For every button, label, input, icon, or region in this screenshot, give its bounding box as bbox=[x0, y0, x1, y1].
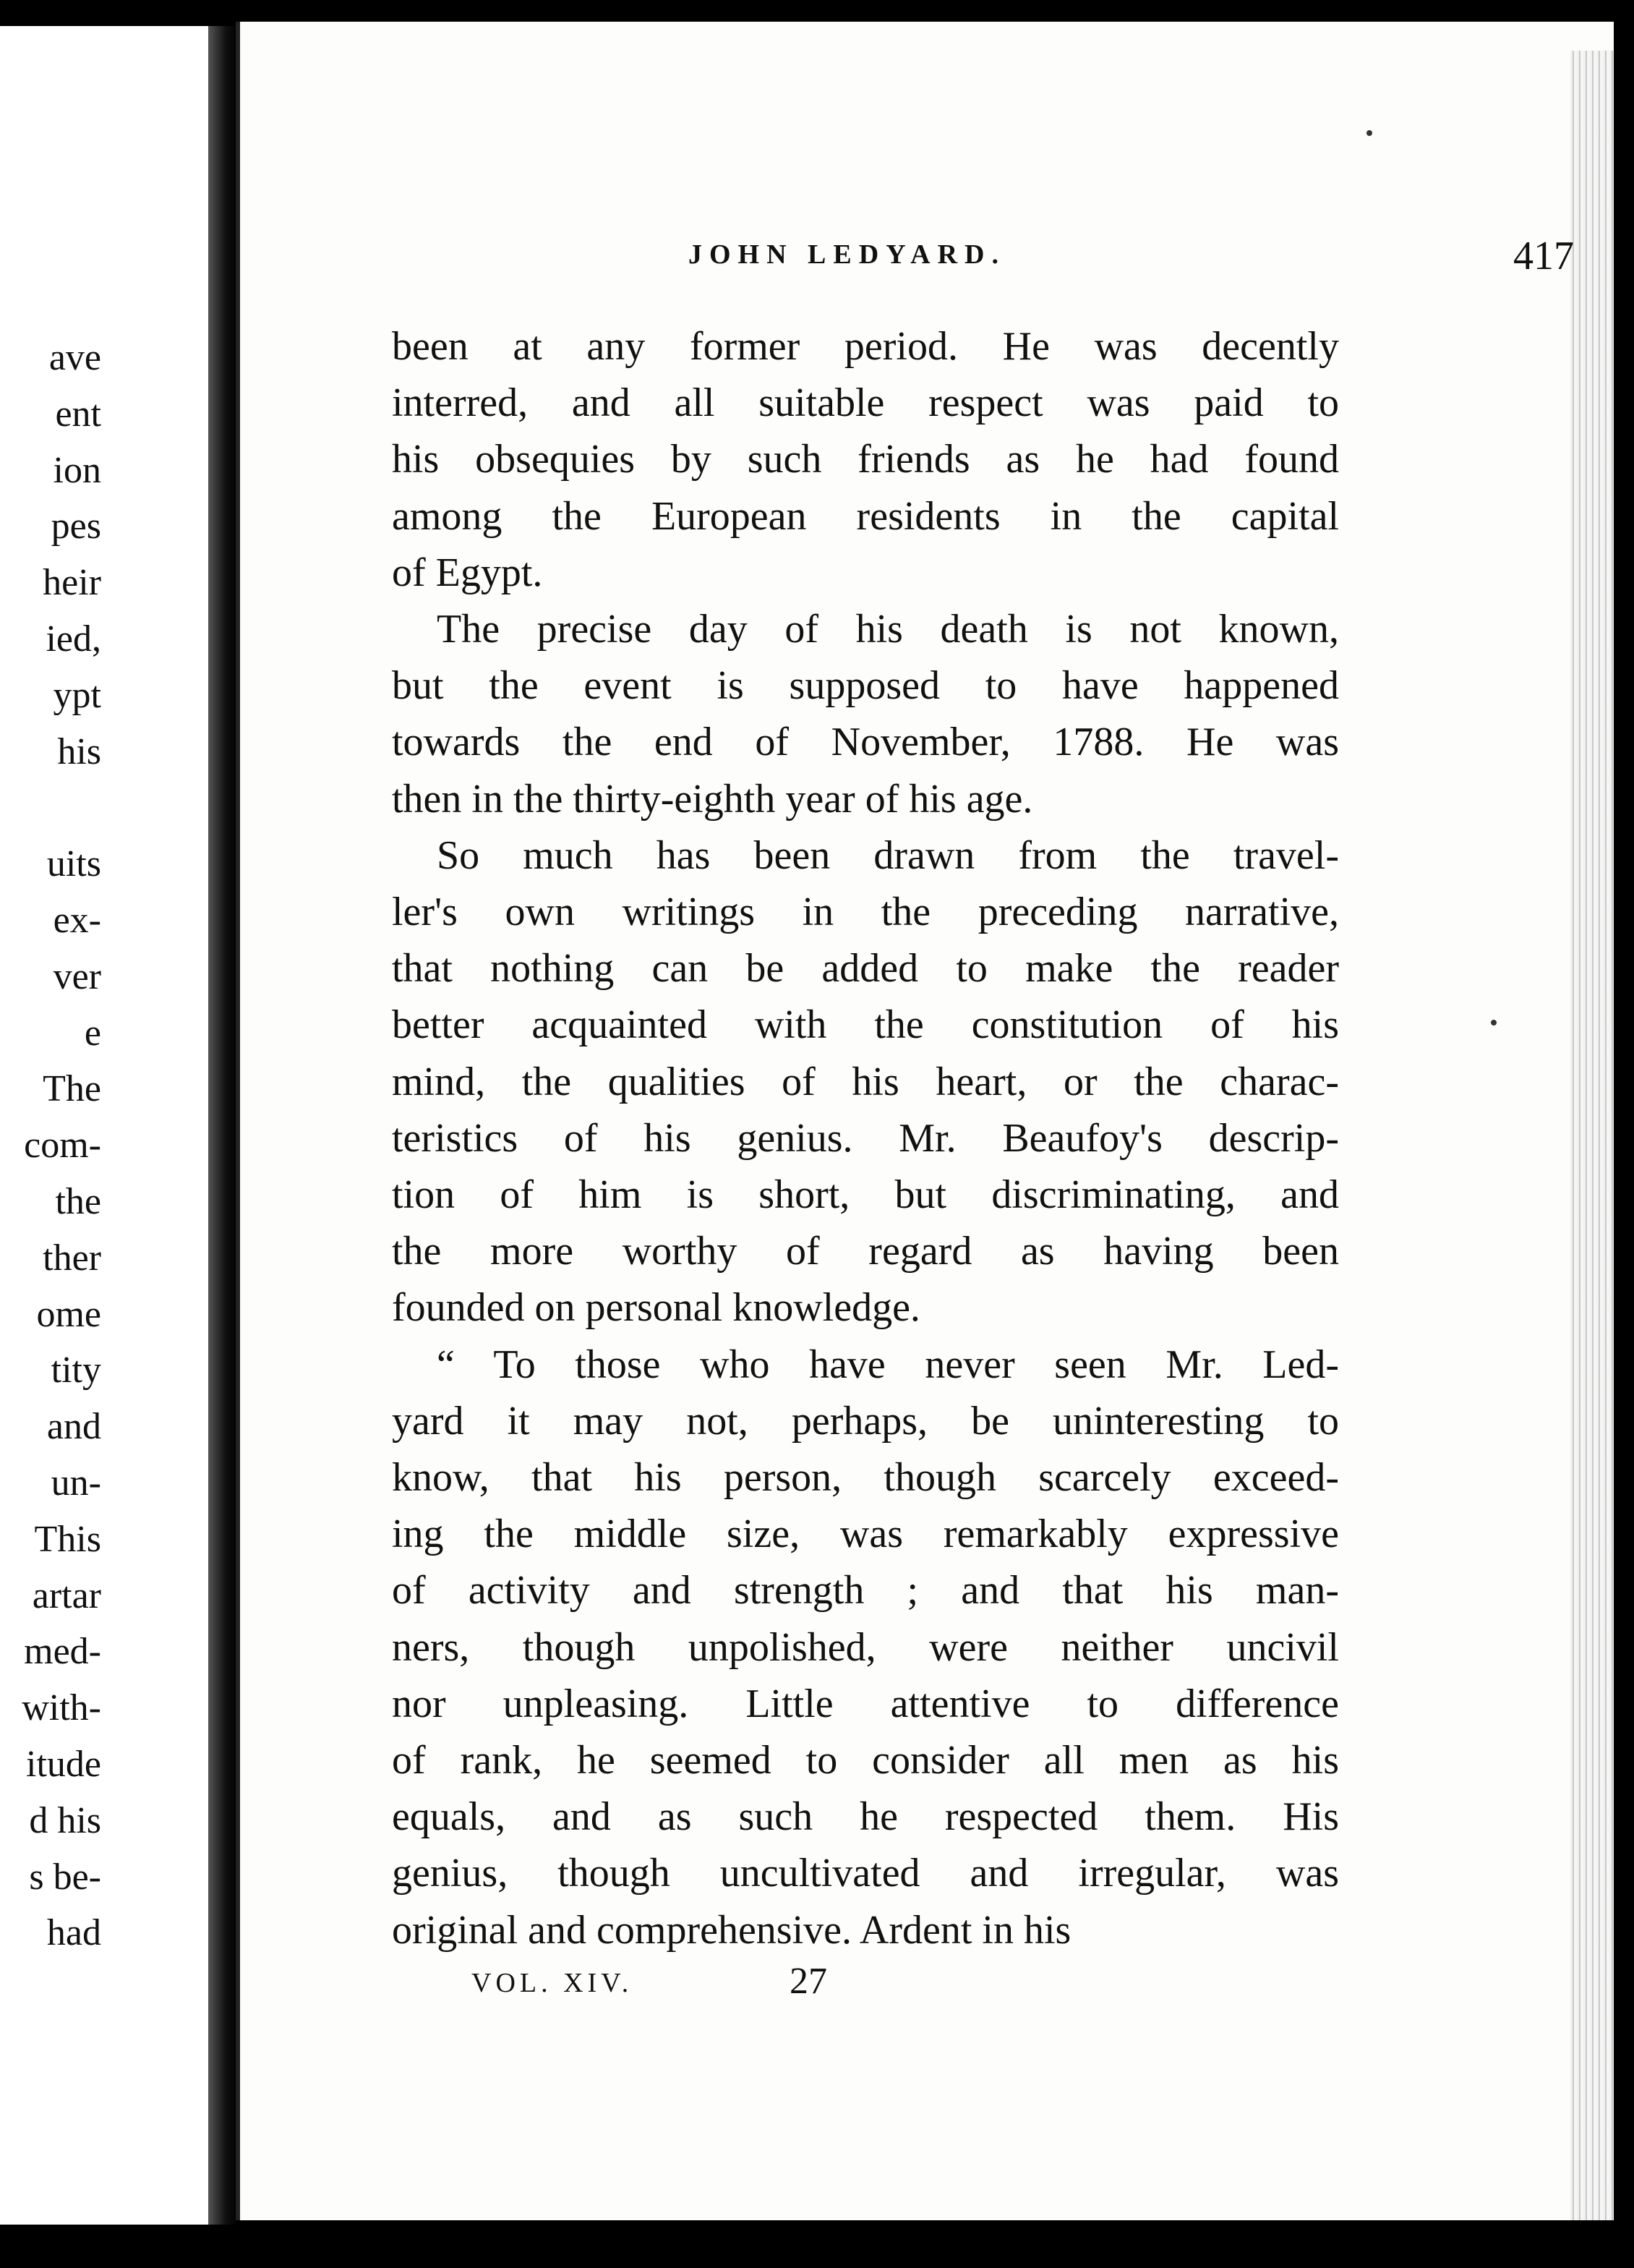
text-line: ler's own writings in the preceding narrative, bbox=[392, 890, 1339, 935]
volume-mark: VOL. XIV. bbox=[471, 1968, 633, 1998]
facing-page-line: e bbox=[84, 1012, 101, 1054]
running-head bbox=[688, 234, 1574, 289]
text-line: of rank, he seemed to consider all men as his bbox=[392, 1738, 1339, 1783]
text-line: nor unpleasing. Little attentive to difference bbox=[392, 1681, 1339, 1726]
body-text bbox=[392, 318, 1339, 1958]
text-line: teristics of his genius. Mr. Beaufoy's descrip- bbox=[392, 1115, 1339, 1161]
signature-line bbox=[471, 1960, 905, 2011]
text-line: mind, the qualities of his heart, or the charac- bbox=[392, 1059, 1339, 1104]
facing-page-line: uits bbox=[46, 843, 101, 885]
signature-number: 27 bbox=[790, 1961, 827, 2002]
text-line: know, that his person, though scarcely exceed- bbox=[392, 1455, 1339, 1501]
text-line: genius, though uncultivated and irregular, was bbox=[392, 1851, 1339, 1896]
text-line: original and comprehensive. Ardent in his bbox=[392, 1907, 1071, 1953]
paragraph bbox=[392, 827, 1339, 1336]
text-line: tion of him is short, but discriminating, and bbox=[392, 1172, 1339, 1218]
scan-speck bbox=[1491, 1020, 1497, 1026]
text-line: towards the end of November, 1788. He was bbox=[392, 720, 1339, 765]
text-line: then in the thirty-eighth year of his age. bbox=[392, 776, 1033, 822]
text-line: interred, and all suitable respect was paid to bbox=[392, 380, 1339, 426]
text-line: that nothing can be added to make the reader bbox=[392, 946, 1339, 992]
text-line: ing the middle size, was remarkably expressive bbox=[392, 1512, 1339, 1557]
facing-page-text bbox=[22, 330, 101, 1961]
text-line: ners, though unpolished, were neither uncivil bbox=[392, 1624, 1339, 1670]
facing-page-line: itude bbox=[26, 1743, 101, 1785]
facing-page-line: ave bbox=[48, 337, 101, 378]
text-line: of activity and strength ; and that his man- bbox=[392, 1568, 1339, 1613]
page-number: 417 bbox=[1513, 234, 1574, 278]
text-line: “ To those who have never seen Mr. Led- bbox=[437, 1342, 1339, 1387]
facing-page-line: had bbox=[46, 1912, 101, 1954]
paragraph bbox=[392, 601, 1339, 827]
facing-page-line: ent bbox=[55, 393, 101, 435]
paragraph bbox=[392, 1336, 1339, 1958]
scan-speck bbox=[1366, 130, 1372, 136]
facing-page-line: the bbox=[55, 1180, 101, 1222]
facing-page-line: ome bbox=[36, 1293, 101, 1335]
text-line: So much has been drawn from the travel- bbox=[437, 832, 1339, 878]
book-gutter bbox=[208, 26, 237, 2225]
facing-page-line bbox=[22, 780, 101, 836]
text-line: of Egypt. bbox=[392, 550, 543, 595]
facing-page-line: This bbox=[34, 1518, 101, 1560]
facing-page-line: d his bbox=[29, 1799, 101, 1841]
book-page bbox=[236, 22, 1614, 2220]
facing-page-line: his bbox=[57, 730, 101, 772]
facing-page-line: com- bbox=[24, 1125, 101, 1167]
facing-page-line: tity bbox=[51, 1350, 101, 1391]
facing-page-line: un- bbox=[51, 1462, 101, 1504]
facing-page-line: ex- bbox=[53, 899, 101, 941]
text-line: among the European residents in the capital bbox=[392, 493, 1339, 539]
facing-page-line: and bbox=[46, 1406, 101, 1448]
text-line: the more worthy of regard as having been bbox=[392, 1229, 1339, 1274]
facing-page-line: heir bbox=[43, 562, 101, 604]
text-line: but the event is supposed to have happened bbox=[392, 663, 1339, 709]
facing-page-line: med- bbox=[24, 1631, 101, 1673]
text-line: The precise day of his death is not known, bbox=[437, 607, 1339, 652]
text-line: better acquainted with the constitution of his bbox=[392, 1002, 1339, 1048]
text-line: been at any former period. He was decently bbox=[392, 324, 1339, 369]
text-line: equals, and as such he respected them. His bbox=[392, 1794, 1339, 1840]
facing-page-line: ther bbox=[43, 1237, 101, 1279]
facing-page-line: ypt bbox=[53, 674, 101, 716]
facing-page-line: s be- bbox=[29, 1856, 101, 1898]
facing-page-line: with- bbox=[22, 1687, 101, 1729]
text-line: yard it may not, perhaps, be uninteresting to bbox=[392, 1398, 1339, 1444]
paragraph bbox=[392, 318, 1339, 601]
text-line: founded on personal knowledge. bbox=[392, 1285, 920, 1331]
facing-page-fragment bbox=[0, 26, 217, 2225]
text-line: his obsequies by such friends as he had found bbox=[392, 437, 1339, 482]
facing-page-line: The bbox=[43, 1068, 101, 1110]
facing-page-line: artar bbox=[32, 1574, 101, 1616]
facing-page-line: pes bbox=[51, 506, 101, 547]
page-edge bbox=[1570, 51, 1614, 2220]
facing-page-line: ied, bbox=[46, 618, 101, 660]
running-head-title: JOHN LEDYARD. bbox=[688, 239, 1006, 270]
facing-page-line: ion bbox=[53, 449, 101, 491]
facing-page-line: ver bbox=[53, 955, 101, 997]
